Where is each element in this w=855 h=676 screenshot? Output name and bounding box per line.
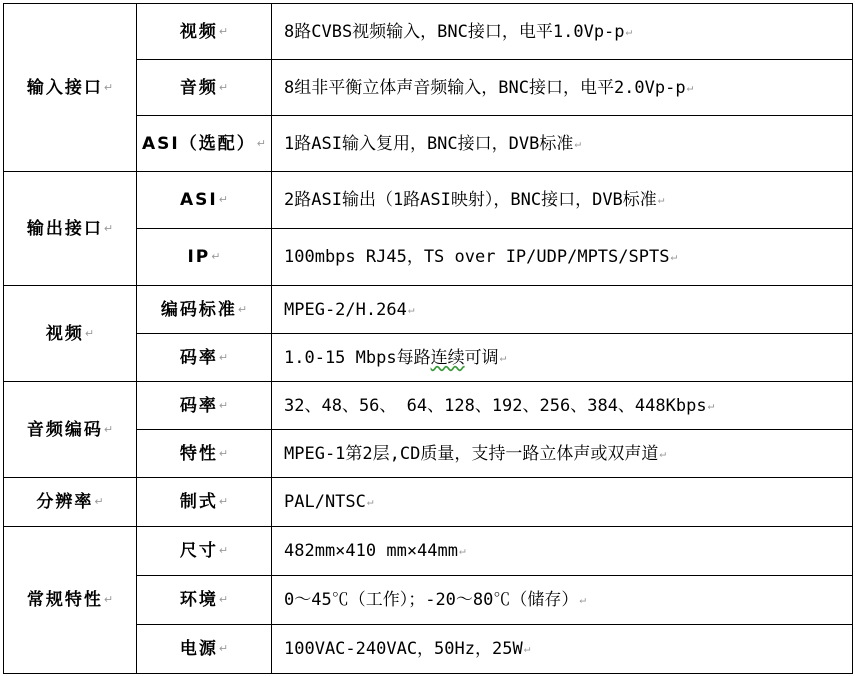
row-value: 8组非平衡立体声音频输入，BNC接口，电平2.0Vp-p [284, 77, 686, 98]
value-cell [272, 430, 853, 478]
label-cell [137, 625, 272, 674]
row-label: ASI [180, 190, 218, 210]
paragraph-mark-icon: ↵ [218, 593, 229, 606]
paragraph-mark-icon: ↵ [657, 193, 665, 206]
label-cell [137, 116, 272, 172]
paragraph-mark-icon: ↵ [218, 80, 229, 94]
paragraph-mark-icon: ↵ [103, 221, 114, 235]
paragraph-mark-icon: ↵ [94, 495, 104, 508]
label-cell [137, 382, 272, 430]
value-cell [272, 172, 853, 229]
row-value: 32、48、56、 64、128、192、256、384、448Kbps [284, 395, 707, 416]
group-label: 输入接口 [26, 77, 103, 98]
value-cell [272, 286, 853, 334]
paragraph-mark-icon: ↵ [686, 80, 694, 94]
paragraph-mark-icon: ↵ [256, 136, 266, 150]
group-cell-audio-encoding [4, 382, 137, 478]
row-label: 码率 [179, 395, 218, 416]
value-cell [272, 478, 853, 527]
group-label: 输出接口 [26, 218, 103, 239]
table-row [4, 527, 853, 576]
row-label: IP [187, 247, 211, 267]
group-label: 常规特性 [26, 590, 103, 610]
table-row [4, 4, 853, 60]
row-value: 8路CVBS视频输入，BNC接口，电平1.0Vp-p [284, 21, 625, 42]
row-value-part: 1.0-15 Mbps每路 [284, 347, 431, 368]
group-label: 视频 [45, 323, 84, 344]
row-label: 视频 [179, 21, 218, 42]
row-value: 482mm×410 mm×44mm [284, 541, 458, 561]
group-label: 分辨率 [36, 492, 94, 512]
spellcheck-underlined-text: 连续 [430, 347, 465, 368]
value-cell [272, 334, 853, 382]
paragraph-mark-icon: ↵ [84, 326, 95, 340]
group-cell-input-interface [4, 4, 137, 172]
group-label: 音频编码 [26, 419, 103, 440]
row-label: 环境 [179, 590, 218, 610]
row-label: 特性 [179, 443, 218, 464]
paragraph-mark-icon: ↵ [218, 193, 228, 206]
paragraph-mark-icon: ↵ [211, 250, 221, 263]
label-cell [137, 527, 272, 576]
label-cell [137, 286, 272, 334]
row-label: 码率 [179, 347, 218, 368]
paragraph-mark-icon: ↵ [218, 446, 229, 460]
row-label: ASI（选配） [142, 133, 256, 154]
label-cell [137, 4, 272, 60]
paragraph-mark-icon: ↵ [707, 398, 715, 412]
value-cell [272, 229, 853, 286]
row-value: 100mbps RJ45，TS over IP/UDP/MPTS/SPTS [284, 247, 670, 267]
label-cell [137, 334, 272, 382]
row-value: PAL/NTSC [284, 492, 366, 512]
paragraph-mark-icon: ↵ [103, 593, 114, 606]
group-cell-output-interface [4, 172, 137, 286]
value-cell [272, 576, 853, 625]
paragraph-mark-icon: ↵ [103, 80, 114, 94]
spec-table [3, 3, 853, 674]
row-value: 100VAC-240VAC，50Hz，25W [284, 639, 523, 659]
paragraph-mark-icon: ↵ [659, 446, 666, 460]
value-cell [272, 116, 853, 172]
row-label: 尺寸 [179, 541, 218, 561]
paragraph-mark-icon: ↵ [579, 593, 587, 606]
group-cell-video [4, 286, 137, 382]
table-row [4, 286, 853, 334]
group-cell-resolution [4, 478, 137, 527]
row-value: 0～45℃（工作）；-20～80℃（储存） [284, 590, 579, 610]
row-value-part: 可调 [464, 347, 499, 368]
paragraph-mark-icon: ↵ [407, 302, 415, 316]
paragraph-mark-icon: ↵ [218, 642, 229, 655]
row-label: 音频 [179, 77, 218, 98]
paragraph-mark-icon: ↵ [574, 136, 581, 150]
value-cell [272, 4, 853, 60]
label-cell [137, 172, 272, 229]
paragraph-mark-icon: ↵ [366, 495, 374, 508]
table-row [4, 478, 853, 527]
row-value: 1路ASI输入复用，BNC接口，DVB标准 [284, 133, 574, 154]
paragraph-mark-icon: ↵ [237, 302, 248, 316]
row-label: 编码标准 [160, 299, 237, 320]
row-label: 制式 [179, 492, 218, 512]
value-cell [272, 60, 853, 116]
paragraph-mark-icon: ↵ [625, 24, 633, 38]
row-value: 2路ASI输出（1路ASI映射），BNC接口，DVB标准 [284, 190, 657, 210]
value-cell [272, 527, 853, 576]
group-cell-general-features [4, 527, 137, 674]
label-cell [137, 430, 272, 478]
paragraph-mark-icon: ↵ [103, 422, 114, 436]
row-value: MPEG-1第2层,CD质量，支持一路立体声或双声道 [284, 443, 659, 464]
paragraph-mark-icon: ↵ [499, 350, 507, 364]
label-cell [137, 478, 272, 527]
value-cell [272, 382, 853, 430]
table-row [4, 172, 853, 229]
label-cell [137, 229, 272, 286]
table-row [4, 382, 853, 430]
paragraph-mark-icon: ↵ [218, 24, 229, 38]
label-cell [137, 576, 272, 625]
paragraph-mark-icon: ↵ [523, 642, 531, 655]
row-value: MPEG-2/H.264 [284, 299, 407, 320]
paragraph-mark-icon: ↵ [218, 495, 229, 508]
value-cell [272, 625, 853, 674]
paragraph-mark-icon: ↵ [218, 398, 229, 412]
paragraph-mark-icon: ↵ [459, 544, 466, 557]
paragraph-mark-icon: ↵ [218, 350, 229, 364]
label-cell [137, 60, 272, 116]
paragraph-mark-icon: ↵ [670, 250, 678, 263]
row-label: 电源 [179, 639, 218, 659]
paragraph-mark-icon: ↵ [218, 544, 229, 557]
